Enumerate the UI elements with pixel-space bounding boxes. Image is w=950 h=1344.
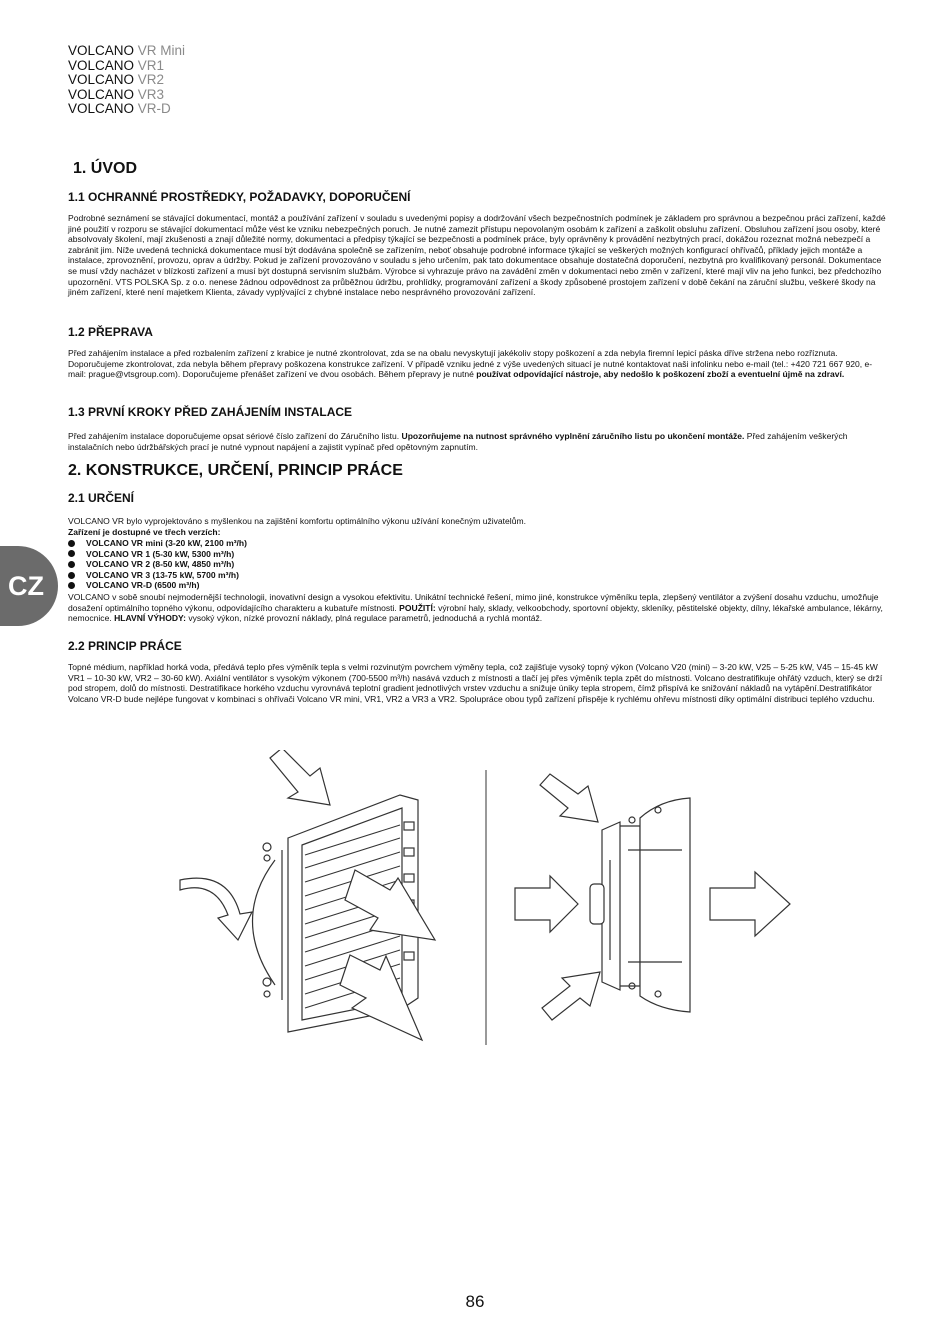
list-item: VOLCANO VR 3 (13-75 kW, 5700 m³/h) bbox=[68, 570, 886, 581]
versions-list bbox=[68, 538, 886, 591]
bullet-icon bbox=[68, 540, 75, 547]
model-line: VOLCANO VR3 bbox=[68, 86, 165, 102]
section-2-2-text: Topné médium, například horká voda, předává teplo přes výměník tepla s velmi rozvinutým povrchem výměny tepla, což zajišťuje vysoký topný výkon (Volcano V20 (mini) – 3-20 kW, V25 – 5-25 kW, V45 – 15-45 kW VR1 – 10-30 kW, VR2 – 30-60 kW). Axiální ventilátor s vysokým výkonem (700-5500 m³/h) nasává vzduch z místnosti a tlačí jej přes výměník tepla zpět do místnosti. Volcano destratifikuje ohřátý vzduch, který se drží pod stropem, dolů do místnosti. Destratifikace horkého vzduchu vyrovnává teplotní gradient jednotlivých vrstev vzduchu a snižuje úniky tepla stropem, čímž přispívá ke snižování nákladů na vytápění.Destratifikátor Volcano VR-D bude nejlépe fungovat v kombinaci s ohřívači Volcano VR mini, VR1, VR2 a VR3 a VR2. Spolupráce obou typů zařízení přispěje k rychlému ohřevu místnosti díky optimální distribuci teplého vzduchu. bbox=[68, 662, 883, 704]
section-1-2-heading: 1.2 PŘEPRAVA bbox=[68, 325, 153, 339]
model-list bbox=[68, 44, 185, 117]
arrow-icon bbox=[515, 876, 578, 932]
model-line: VOLCANO VR-D bbox=[68, 101, 171, 117]
page-number: 86 bbox=[465, 1292, 485, 1311]
section-1-heading: 1. ÚVOD bbox=[73, 160, 138, 177]
model-line: VOLCANO VR Mini bbox=[68, 43, 186, 58]
section-1-3-text: Před zahájením instalace doporučujeme opsat sériové číslo zařízení do Záručního listu. Upozorňujeme na nutnost správného vyplnění záručního listu po ukončení montáže. Před zahájením veškerých instalačních nebo údržbářských prací je nutné vypnout napájení a zajistit vypínač před opětovným zapnutím. bbox=[68, 431, 848, 452]
section-1-1-text: Podrobné seznámení se stávající dokumentací, montáž a používání zařízení v souladu s uvedenými popisy a dodržování všech bezpečnostních podmínek je základem pro správnou a bezpečnou práci zařízení, každé jiné použití v rozporu se stávající dokumentací může vést ke vzniku nebezpečných poruch. Je nutné zamezit přístupu nepovolaným osobám k zařízení a zaškolit obsluhu zařízení. Obsluhou zařízení jsou osoby, které absolvovaly školení, mají zkušenosti a znají důležité normy, dokumentaci a předpisy týkající se bezpečnosti a podmínek práce, byly oprávněny k provádění nezbytných prací, dokážou rozeznat možná nebezpečí a zabránit jim. Níže uvedená technická dokumentace musí být dodávána společně se zařízením, neboť obsahuje podrobné informace týkající se veškerých možných konfigurací ohřívačů, příklady jejich montáže a instalace, zprovoznění, provozu, oprav a údržby. Pokud je zařízení provozováno v souladu s jeho určením, pak tato dokumentace obsahuje dostatečná doporučení, nezbytná pro kvalifikovaný personál. Dokumentace se musí vždy nacházet v blízkosti zařízení a musí být dostupná servisním službám. Výrobce si vyhrazuje právo na zavádění změn v dokumentaci nebo změn v zařízení, které mají vliv na jeho funkci, bez předchozího upozornění. VTS POLSKA Sp. z o.o. nenese žádnou odpovědnost za průběžnou údržbu, prohlídky, programování zařízení a škody způsobené prostojem zařízení v době čekání na záruční službu, veškeré škody na jiném zařízení, které není majetkem Klienta, závady vyplývající z chybné instalace nebo nesprávného provozování zařízení. bbox=[68, 213, 886, 298]
bullet-icon bbox=[68, 550, 75, 557]
arrow-icon bbox=[710, 872, 790, 936]
list-item: VOLCANO VR 1 (5-30 kW, 5300 m³/h) bbox=[68, 549, 886, 560]
arrow-icon bbox=[540, 774, 598, 822]
model-line: VOLCANO VR2 bbox=[68, 72, 165, 88]
section-1-1-heading: 1.1 OCHRANNÉ PROSTŘEDKY, POŽADAVKY, DOPORUČENÍ bbox=[68, 190, 411, 204]
section-2-1-text: VOLCANO v sobě snoubí nejmodernější technologii, inovativní design a vysokou efektivitu. Unikátní technické řešení, mimo jiné, konstrukce výměníku tepla, zlepšený ventilátor a zvýšení dosahu vzduchu, umožňuje dosažení optimálního topného výkonu, odpovídajícího charakteru a kubatuře místnosti. POUŽITÍ: výrobní haly, sklady, velkoobchody, sportovní objekty, skleníky, pěstitelské objekty, dílny, lékařské ambulance, lékárny, nemocnice. HLAVNÍ VÝHODY: vysoký výkon, nízké provozní náklady, plná regulace parametrů, jednoduchá a rychlá montáž. bbox=[68, 592, 883, 624]
section-2-heading: 2. KONSTRUKCE, URČENÍ, PRINCIP PRÁCE bbox=[68, 462, 403, 479]
section-2-1-heading: 2.1 URČENÍ bbox=[68, 491, 135, 505]
section-2-2-heading: 2.2 PRINCIP PRÁCE bbox=[68, 639, 182, 653]
bullet-icon bbox=[68, 561, 75, 568]
bullet-icon bbox=[68, 582, 75, 589]
airflow-illustration bbox=[170, 750, 810, 1065]
arrow-icon bbox=[270, 750, 330, 805]
arrow-icon bbox=[180, 878, 252, 940]
list-item: VOLCANO VR 2 (8-50 kW, 4850 m³/h) bbox=[68, 559, 886, 570]
section-1-3-heading: 1.3 PRVNÍ KROKY PŘED ZAHÁJENÍM INSTALACE bbox=[68, 405, 353, 419]
list-item: VOLCANO VR-D (6500 m³/h) bbox=[68, 580, 886, 591]
language-tab: CZ bbox=[0, 546, 58, 626]
section-2-1-intro: VOLCANO VR bylo vyprojektováno s myšlenkou na zajištění komfortu optimálního výkonu užívání konečným uživatelům. Zařízení je dostupné ve třech verzích: bbox=[68, 516, 526, 537]
section-1-2-text: Před zahájením instalace a před rozbalením zařízení z krabice je nutné zkontrolovat, zda se na obalu nevyskytují jakékoliv stopy poškození a zda nebyla firemní lepicí páska dříve stržena nebo rozříznuta. Doporučujeme zkontrolovat, zda nebyla během přepravy poškozena konstrukce zařízení. V případě vzniku jedné z výše uvedených situací je nutné kontaktovat naši infolinku nebo e-mail (tel.: +420 721 667 920, e-mail: prague@vtsgroup.com). Doporučujeme přenášet zařízení ve dvou osobách. Během přepravy je nutné používat odpovídající nástroje, aby nedošlo k poškození zboží a eventuelní újmě na zdraví. bbox=[68, 348, 873, 380]
bullet-icon bbox=[68, 572, 75, 579]
list-item: VOLCANO VR mini (3-20 kW, 2100 m³/h) bbox=[68, 538, 886, 549]
model-line: VOLCANO VR1 bbox=[68, 57, 165, 73]
arrow-icon bbox=[542, 972, 600, 1020]
volcano-destratifier-drawing bbox=[590, 798, 690, 1012]
